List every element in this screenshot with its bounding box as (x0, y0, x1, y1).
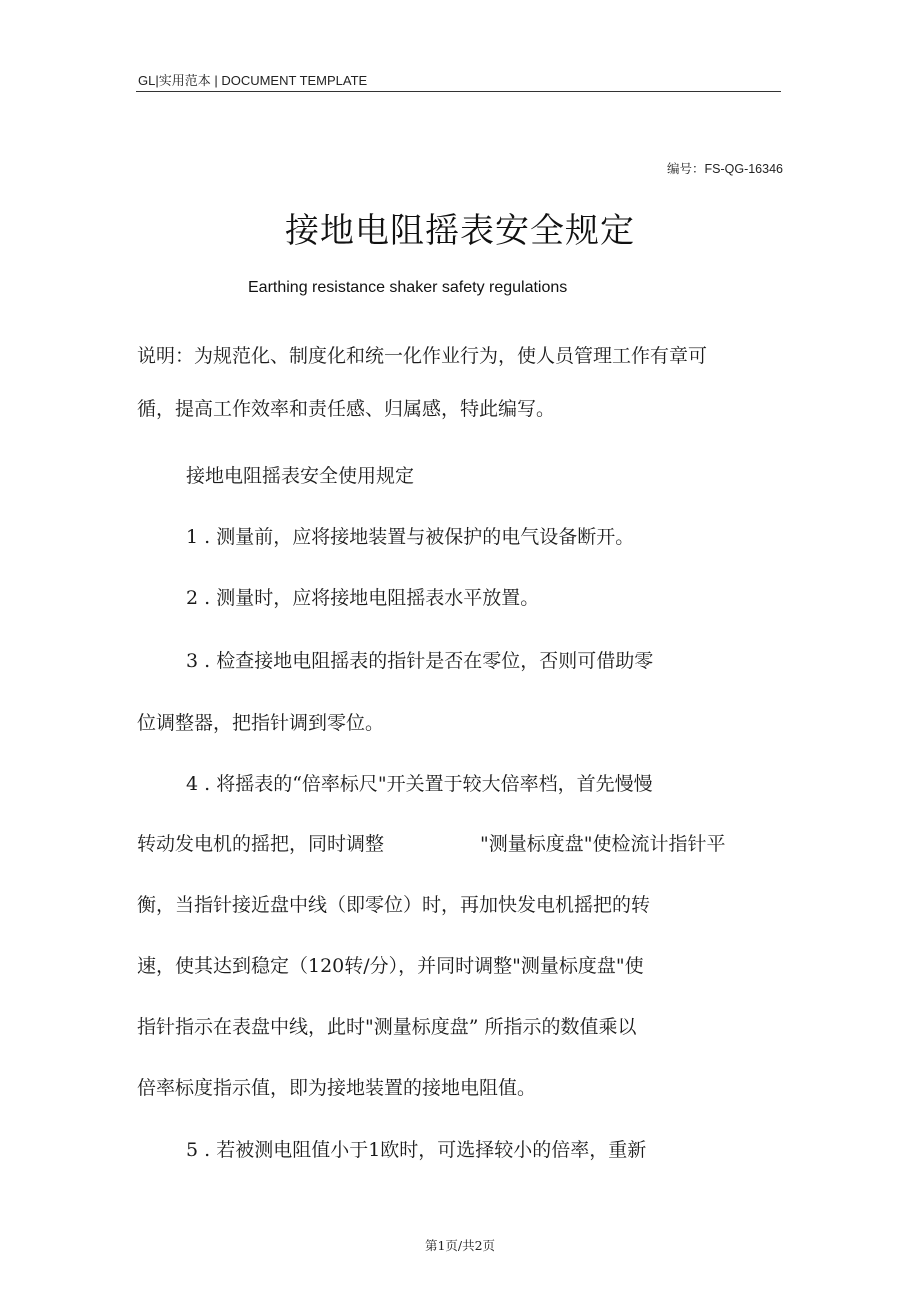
item-4-line-3: 衡，当指针接近盘中线（即零位）时，再加快发电机摇把的转 (137, 894, 651, 916)
item-4-line-6: 倍率标度指示值，即为接地装置的接地电阻值。 (137, 1077, 537, 1099)
item-2: 2 . 测量时，应将接地电阻摇表水平放置。 (186, 587, 540, 609)
intro-line-2: 循，提高工作效率和责任感、归属感，特此编写。 (137, 398, 556, 420)
header-divider (136, 91, 781, 92)
item-4-line-2-end: "测量标度盘"使检流计指针平 (480, 833, 726, 855)
page-footer: 第1页/共2页 (424, 1238, 496, 1253)
item-3-line-1: 3 . 检查接地电阻摇表的指针是否在零位，否则可借助零 (186, 650, 654, 672)
item-4-line-4: 速，使其达到稳定（120转/分），并同时调整"测量标度盘"使 (137, 955, 644, 977)
item-4-line-1: 4 . 将摇表的“倍率标尺"开关置于较大倍率档，首先慢慢 (186, 773, 653, 795)
item-5-line-1: 5 . 若被测电阻值小于1欧时，可选择较小的倍率，重新 (186, 1139, 647, 1161)
header-label: GL|实用范本 | DOCUMENT TEMPLATE (138, 73, 368, 88)
item-4-line-5: 指针指示在表盘中线，此时"测量标度盘” 所指示的数值乘以 (137, 1016, 637, 1038)
item-1: 1 . 测量前，应将接地装置与被保护的电气设备断开。 (186, 526, 635, 548)
item-4-line-2 (137, 829, 726, 856)
page-title: 接地电阻摇表安全规定 (285, 211, 635, 251)
item-4-line-2-start: 转动发电机的摇把，同时调整 (137, 833, 385, 855)
page-subtitle: Earthing resistance shaker safety regulations (248, 279, 568, 296)
section-heading: 接地电阻摇表安全使用规定 (186, 465, 415, 487)
intro-line-1: 说明：为规范化、制度化和统一化作业行为，使人员管理工作有章可 (137, 345, 708, 367)
document-number: 编号：FS-QG-16346 (666, 162, 783, 176)
item-3-line-2: 位调整器，把指针调到零位。 (137, 712, 385, 734)
